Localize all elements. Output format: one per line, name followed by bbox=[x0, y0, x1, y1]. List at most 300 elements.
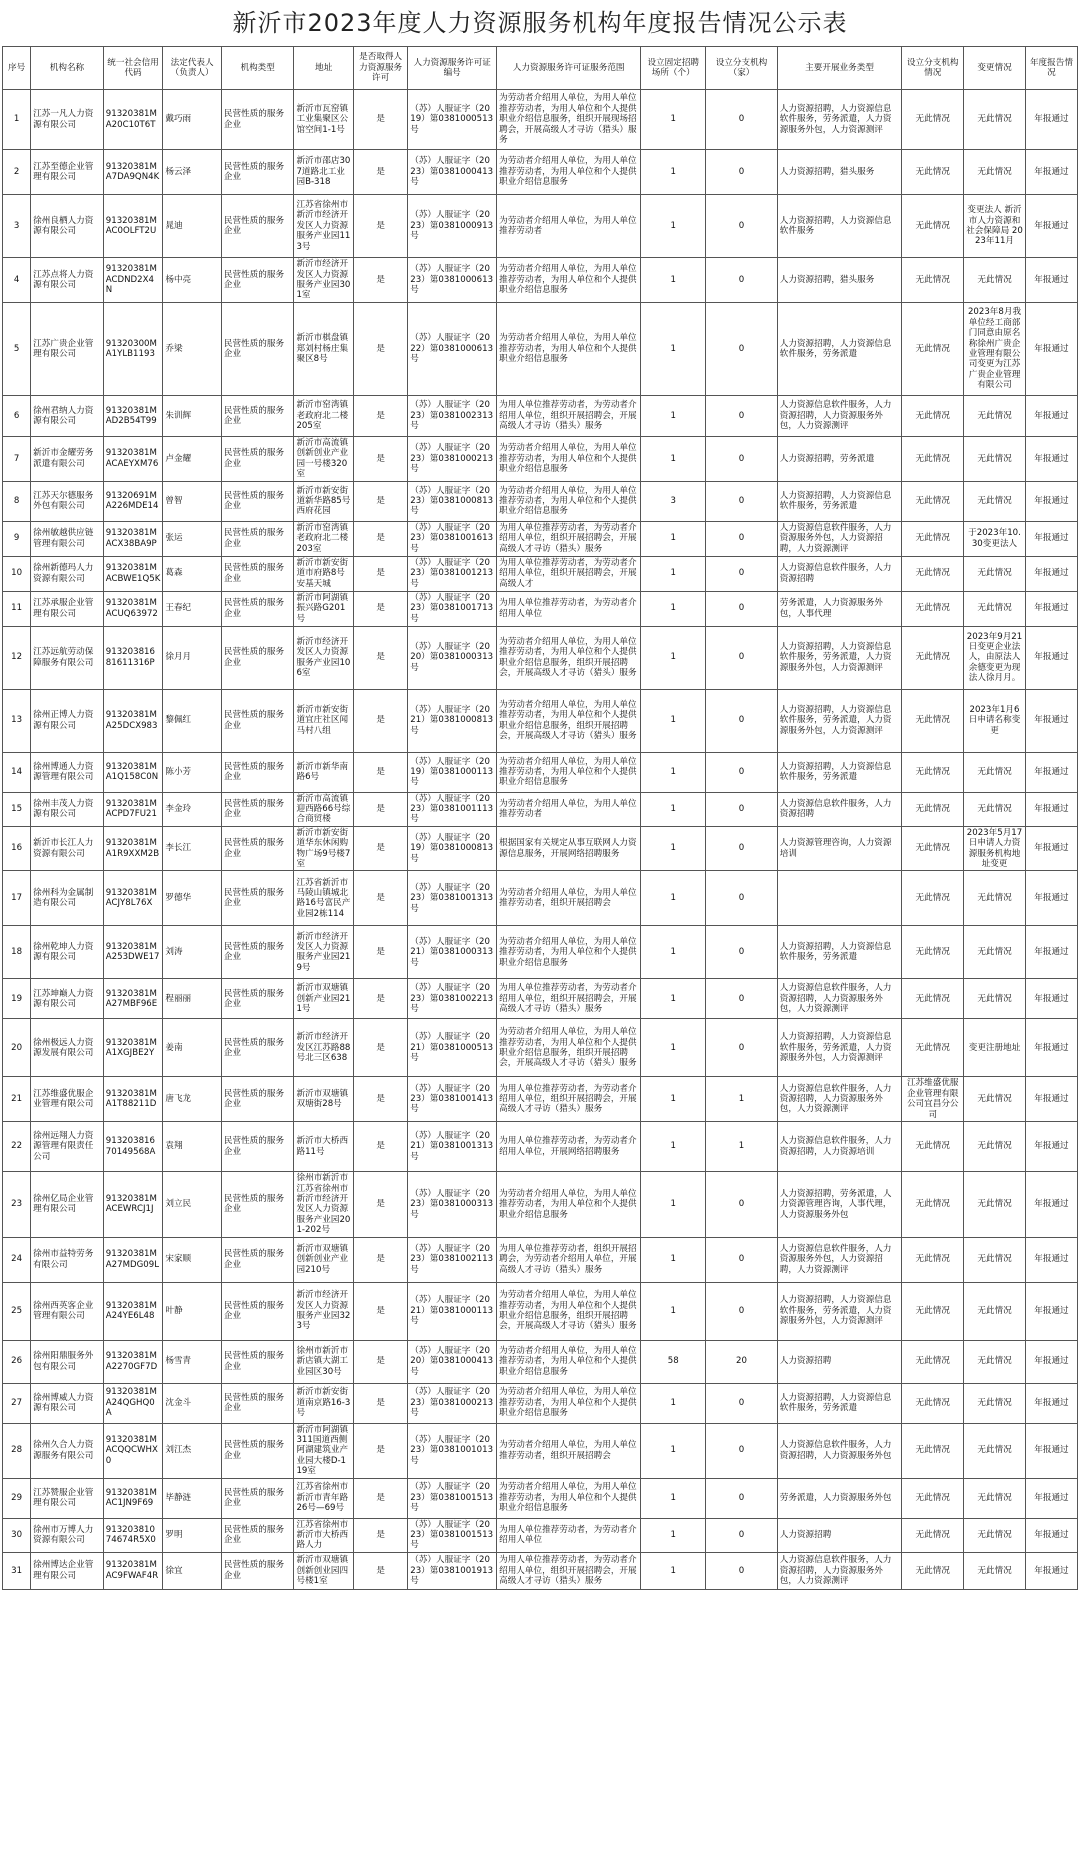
table-cell: 是 bbox=[354, 90, 408, 150]
table-cell: 为劳动者介绍用人单位，为用人单位推荐劳动者，为用人单位和个人提供职业介绍信息服务 bbox=[497, 303, 641, 396]
table-cell: 民营性质的服务企业 bbox=[221, 303, 294, 396]
table-cell: （苏）人服证字（2023）第0381001513号 bbox=[408, 1478, 497, 1518]
table-cell: 无此情况 bbox=[902, 626, 964, 689]
table-cell: 新沂市高流镇迎西路66号综合商贸楼 bbox=[294, 792, 354, 826]
table-cell: 0 bbox=[706, 926, 778, 979]
table-cell: 无此情况 bbox=[902, 979, 964, 1019]
table-cell: 年报通过 bbox=[1025, 752, 1077, 792]
table-cell: 18 bbox=[3, 926, 31, 979]
table-cell: 1 bbox=[641, 792, 706, 826]
table-cell: 为劳动者介绍用人单位，为用人单位推荐劳动者，为用人单位和个人提供职业介绍信息服务 bbox=[497, 752, 641, 792]
table-cell: 徐州远翔人力资源管理有限责任公司 bbox=[31, 1122, 104, 1172]
table-cell: 卢金耀 bbox=[163, 437, 222, 482]
table-cell: 无此情况 bbox=[902, 1552, 964, 1589]
table-cell: 1 bbox=[706, 1122, 778, 1172]
table-cell: 人力资源招聘，劳务派遣 bbox=[777, 437, 902, 482]
column-header: 统一社会信用代码 bbox=[103, 47, 163, 90]
table-cell: 年报通过 bbox=[1025, 1122, 1077, 1172]
table-cell: 1 bbox=[641, 1237, 706, 1282]
column-header: 年度报告情况 bbox=[1025, 47, 1077, 90]
column-header: 主要开展业务类型 bbox=[777, 47, 902, 90]
table-cell: 1 bbox=[641, 1478, 706, 1518]
table-cell: 民营性质的服务企业 bbox=[221, 258, 294, 303]
table-cell: 是 bbox=[354, 1340, 408, 1383]
table-cell: 8 bbox=[3, 481, 31, 521]
table-cell: （苏）人服证字（2020）第0381000413号 bbox=[408, 1340, 497, 1383]
table-cell: 是 bbox=[354, 396, 408, 437]
table-cell: 无此情况 bbox=[902, 1282, 964, 1340]
table-cell: 民营性质的服务企业 bbox=[221, 195, 294, 258]
table-cell: 王春纪 bbox=[163, 591, 222, 626]
table-cell: 0 bbox=[706, 521, 778, 556]
table-cell: 1 bbox=[641, 150, 706, 195]
column-header: 人力资源服务许可证服务范围 bbox=[497, 47, 641, 90]
table-cell: 21 bbox=[3, 1077, 31, 1122]
table-cell: 1 bbox=[641, 396, 706, 437]
table-cell: 为劳动者介绍用人单位，为用人单位推荐劳动者，为用人单位和个人提供职业介绍信息服务，组织开展招聘会，开展高级人才寻访（猎头）服务 bbox=[497, 689, 641, 752]
table-row bbox=[3, 1282, 1078, 1340]
table-cell: 是 bbox=[354, 1383, 408, 1423]
table-cell: 陈小芳 bbox=[163, 752, 222, 792]
table-cell: 人力资源信息软件服务，人力资源服务外包，人力资源招聘，人力资源测评 bbox=[777, 1237, 902, 1282]
table-row bbox=[3, 437, 1078, 482]
table-cell: 年报通过 bbox=[1025, 689, 1077, 752]
table-cell: 无此情况 bbox=[902, 481, 964, 521]
table-cell: 徐州正博人力资源有限公司 bbox=[31, 689, 104, 752]
table-row bbox=[3, 396, 1078, 437]
table-cell: 徐州阳鼎服务外包有限公司 bbox=[31, 1340, 104, 1383]
table-cell: 91320381MACX38BA9P bbox=[103, 521, 163, 556]
table-cell: 江苏维盛优服企业管理有限公司 bbox=[31, 1077, 104, 1122]
table-cell: 1 bbox=[641, 1172, 706, 1237]
table-cell: 1 bbox=[641, 752, 706, 792]
table-cell: 24 bbox=[3, 1237, 31, 1282]
table-cell: 1 bbox=[641, 1423, 706, 1478]
table-cell: 无此情况 bbox=[902, 1237, 964, 1282]
table-cell: 无此情况 bbox=[902, 396, 964, 437]
table-cell: 无此情况 bbox=[964, 1282, 1026, 1340]
table-cell: 是 bbox=[354, 871, 408, 926]
table-cell: 1 bbox=[641, 1282, 706, 1340]
table-cell: （苏）人服证字（2023）第0381001413号 bbox=[408, 1077, 497, 1122]
table-cell: 为劳动者介绍用人单位，为用人单位推荐劳动者，为用人单位和个人提供职业介绍信息服务 bbox=[497, 481, 641, 521]
table-cell: 徐州新德玛人力资源有限公司 bbox=[31, 556, 104, 591]
table-cell: 是 bbox=[354, 591, 408, 626]
table-row bbox=[3, 1478, 1078, 1518]
table-cell: 徐州良栖人力资源有限公司 bbox=[31, 195, 104, 258]
table-cell: （苏）人服证字（2023）第0381001513号 bbox=[408, 1518, 497, 1552]
table-cell: 新沂市双塘镇创新产业园211号 bbox=[294, 979, 354, 1019]
table-cell: 15 bbox=[3, 792, 31, 826]
table-cell: 新沂市双塘镇创新创业园四号楼1室 bbox=[294, 1552, 354, 1589]
table-cell: 是 bbox=[354, 826, 408, 871]
column-header: 法定代表人（负责人） bbox=[163, 47, 222, 90]
table-row bbox=[3, 1383, 1078, 1423]
table-cell: 江苏赞服企业管理有限公司 bbox=[31, 1478, 104, 1518]
table-cell: 1 bbox=[3, 90, 31, 150]
table-cell: 20 bbox=[706, 1340, 778, 1383]
table-cell: 2023年1月6日申请名称变更 bbox=[964, 689, 1026, 752]
table-cell: （苏）人服证字（2023）第0381000213号 bbox=[408, 437, 497, 482]
table-cell: 民营性质的服务企业 bbox=[221, 1383, 294, 1423]
table-cell: 为劳动者介绍用人单位，为用人单位推荐劳动者，为用人单位和个人提供职业介绍信息服务，组织开展招聘会，开展高级人才寻访（猎头）服务 bbox=[497, 626, 641, 689]
table-cell: 于2023年10.30变更法人 bbox=[964, 521, 1026, 556]
table-cell: 戴巧雨 bbox=[163, 90, 222, 150]
table-cell: 为用人单位推荐劳动者，为劳动者介绍用人单位，组织开展招聘会，开展高级人才寻访（猎头）服务 bbox=[497, 979, 641, 1019]
table-row bbox=[3, 752, 1078, 792]
table-cell: 2023年8月我单位经工商部门同意由原名称徐州广贵企业管理有限公司变更为江苏广贵企业管理有限公司 bbox=[964, 303, 1026, 396]
table-cell: 26 bbox=[3, 1340, 31, 1383]
table-cell: 无此情况 bbox=[902, 1340, 964, 1383]
table-cell: 91320691MA226MDE14 bbox=[103, 481, 163, 521]
table-cell: 江苏省新沂市马陵山镇城北路16号富民产业园2栋114 bbox=[294, 871, 354, 926]
table-cell: 根据国家有关规定从事互联网人力资源信息服务，开展网络招聘服务 bbox=[497, 826, 641, 871]
table-cell: 91320381MA24QGHQ0A bbox=[103, 1383, 163, 1423]
table-cell: 无此情况 bbox=[902, 1383, 964, 1423]
table-cell: （苏）人服证字（2023）第0381001613号 bbox=[408, 521, 497, 556]
table-cell: 0 bbox=[706, 1019, 778, 1077]
table-cell: 是 bbox=[354, 1552, 408, 1589]
table-cell: 91320381681611316P bbox=[103, 626, 163, 689]
table-cell: 0 bbox=[706, 195, 778, 258]
table-cell: 为用人单位推荐劳动者，为劳动者介绍用人单位 bbox=[497, 591, 641, 626]
table-row bbox=[3, 90, 1078, 150]
table-cell: 无此情况 bbox=[964, 752, 1026, 792]
table-row bbox=[3, 303, 1078, 396]
table-cell: 0 bbox=[706, 626, 778, 689]
table-cell: 人力资源信息软件服务，人力资源招聘，人力资源培训 bbox=[777, 1122, 902, 1172]
table-cell: （苏）人服证字（2023）第0381000613号 bbox=[408, 258, 497, 303]
table-cell: （苏）人服证字（2023）第0381001113号 bbox=[408, 792, 497, 826]
table-cell: （苏）人服证字（2019）第0381000513号 bbox=[408, 90, 497, 150]
table-cell: 徐州博通人力资源管理有限公司 bbox=[31, 752, 104, 792]
table-cell: 新沂市新安街道新华路85号西府花园 bbox=[294, 481, 354, 521]
table-cell: 人力资源信息软件服务，人力资源招聘 bbox=[777, 792, 902, 826]
table-cell: 徐州乾坤人力资源有限公司 bbox=[31, 926, 104, 979]
table-cell: 0 bbox=[706, 437, 778, 482]
table-row bbox=[3, 481, 1078, 521]
table-cell: 无此情况 bbox=[902, 1122, 964, 1172]
table-cell: 0 bbox=[706, 1383, 778, 1423]
table-cell: 1 bbox=[641, 979, 706, 1019]
table-cell: 1 bbox=[641, 556, 706, 591]
table-cell: 人力资源招聘，猎头服务 bbox=[777, 258, 902, 303]
table-cell: 91320381MACBWE1Q5K bbox=[103, 556, 163, 591]
table-cell: 新沂市双塘镇双塘街28号 bbox=[294, 1077, 354, 1122]
table-cell: 人力资源招聘，人力资源信息软件服务，劳务派遣 bbox=[777, 303, 902, 396]
table-cell: 是 bbox=[354, 195, 408, 258]
table-row bbox=[3, 1019, 1078, 1077]
table-cell: 叶静 bbox=[163, 1282, 222, 1340]
table-cell: 91320381MAC9FWAF4R bbox=[103, 1552, 163, 1589]
table-cell: 10 bbox=[3, 556, 31, 591]
table-cell: 江苏一凡人力资源有限公司 bbox=[31, 90, 104, 150]
table-cell: 江苏省徐州市新沂市大桥西路人力 bbox=[294, 1518, 354, 1552]
table-cell: 无此情况 bbox=[902, 150, 964, 195]
table-cell: 0 bbox=[706, 1237, 778, 1282]
table-cell: 91320381MA27MBF96E bbox=[103, 979, 163, 1019]
table-cell: 是 bbox=[354, 1237, 408, 1282]
table-cell: 新沂市高流镇创新创业产业园一号楼320室 bbox=[294, 437, 354, 482]
table-row bbox=[3, 626, 1078, 689]
table-cell: 新沂市邵店307道路北工业园B-318 bbox=[294, 150, 354, 195]
table-cell: 是 bbox=[354, 258, 408, 303]
table-row bbox=[3, 689, 1078, 752]
table-cell: 新沂市经济开发区人力资源服务产业园301室 bbox=[294, 258, 354, 303]
table-cell: 民营性质的服务企业 bbox=[221, 1423, 294, 1478]
table-cell: 新沂市经济开发区人力资源服务产业园219号 bbox=[294, 926, 354, 979]
table-row bbox=[3, 591, 1078, 626]
table-cell: 1 bbox=[641, 195, 706, 258]
table-cell: 22 bbox=[3, 1122, 31, 1172]
table-cell: 1 bbox=[641, 689, 706, 752]
table-cell: 年报通过 bbox=[1025, 792, 1077, 826]
column-header: 序号 bbox=[3, 47, 31, 90]
table-cell: 1 bbox=[641, 871, 706, 926]
table-cell: 1 bbox=[641, 521, 706, 556]
table-cell: 为劳动者介绍用人单位，为用人单位推荐劳动者，为用人单位和个人提供职业介绍信息服务 bbox=[497, 258, 641, 303]
table-cell: 无此情况 bbox=[902, 521, 964, 556]
table-cell: 0 bbox=[706, 1172, 778, 1237]
table-cell: 民营性质的服务企业 bbox=[221, 481, 294, 521]
table-cell: 刘立民 bbox=[163, 1172, 222, 1237]
table-cell: 是 bbox=[354, 1077, 408, 1122]
table-cell: 江苏天尔德服务外包有限公司 bbox=[31, 481, 104, 521]
column-header: 设立固定招聘场所（个） bbox=[641, 47, 706, 90]
table-cell: 1 bbox=[641, 1077, 706, 1122]
table-cell: 徐州市万博人力资源有限公司 bbox=[31, 1518, 104, 1552]
table-row bbox=[3, 556, 1078, 591]
table-cell: 无此情况 bbox=[964, 1122, 1026, 1172]
table-cell: 91320381MA7DA9QN4K bbox=[103, 150, 163, 195]
table-cell: 新沂市阿湖镇振兴路G201号 bbox=[294, 591, 354, 626]
table-cell: 新沂市新安街道南京路16-3号 bbox=[294, 1383, 354, 1423]
table-cell: 是 bbox=[354, 481, 408, 521]
table-cell: 无此情况 bbox=[964, 1172, 1026, 1237]
table-cell: （苏）人服证字（2021）第0381000113号 bbox=[408, 1282, 497, 1340]
table-cell: 民营性质的服务企业 bbox=[221, 626, 294, 689]
table-cell: 3 bbox=[3, 195, 31, 258]
table-cell: （苏）人服证字（2021）第0381001313号 bbox=[408, 1122, 497, 1172]
table-cell: 为用人单位推荐劳动者，组织开展招聘会，为劳动者介绍用人单位，开展高级人才寻访（猎头）服务 bbox=[497, 1237, 641, 1282]
table-cell: 李长江 bbox=[163, 826, 222, 871]
table-cell: （苏）人服证字（2021）第0381000313号 bbox=[408, 926, 497, 979]
table-cell: 91320381MAC1JN9F69 bbox=[103, 1478, 163, 1518]
column-header: 机构名称 bbox=[31, 47, 104, 90]
table-cell: （苏）人服证字（2023）第0381000413号 bbox=[408, 150, 497, 195]
table-cell: 无此情况 bbox=[902, 556, 964, 591]
column-header: 变更情况 bbox=[964, 47, 1026, 90]
table-cell: 91320381MA1R9XXM2B bbox=[103, 826, 163, 871]
table-cell: （苏）人服证字（2021）第0381000513号 bbox=[408, 1019, 497, 1077]
table-cell: 李金玲 bbox=[163, 792, 222, 826]
table-cell: 江苏承服企业管理有限公司 bbox=[31, 591, 104, 626]
table-cell: 徐州博威人力资源有限公司 bbox=[31, 1383, 104, 1423]
table-cell: 民营性质的服务企业 bbox=[221, 90, 294, 150]
table-cell: 无此情况 bbox=[964, 481, 1026, 521]
table-body bbox=[3, 90, 1078, 1590]
table-cell: 人力资源招聘 bbox=[777, 1340, 902, 1383]
table-cell: （苏）人服证字（2023）第0381000813号 bbox=[408, 481, 497, 521]
table-cell: 年报通过 bbox=[1025, 1423, 1077, 1478]
table-cell: 无此情况 bbox=[964, 926, 1026, 979]
table-cell: 人力资源招聘，人力资源信息软件服务，劳务派遣，人力资源服务外包，人力资源测评 bbox=[777, 689, 902, 752]
table-cell: 无此情况 bbox=[964, 591, 1026, 626]
table-cell: 年报通过 bbox=[1025, 195, 1077, 258]
table-cell: 为劳动者介绍用人单位，为用人单位推荐劳动者，为用人单位和个人提供职业介绍信息服务 bbox=[497, 1340, 641, 1383]
table-row bbox=[3, 1172, 1078, 1237]
table-cell: 无此情况 bbox=[964, 1552, 1026, 1589]
table-cell: 人力资源招聘，人力资源信息软件服务，劳务派遣，人力资源服务外包，人力资源测评 bbox=[777, 90, 902, 150]
table-cell: 程丽丽 bbox=[163, 979, 222, 1019]
table-row bbox=[3, 1340, 1078, 1383]
table-cell: 人力资源招聘，猎头服务 bbox=[777, 150, 902, 195]
table-cell: （苏）人服证字（2023）第0381001213号 bbox=[408, 556, 497, 591]
table-cell: （苏）人服证字（2020）第0381000313号 bbox=[408, 626, 497, 689]
table-cell: 江苏省徐州市新沂市青年路26号—69号 bbox=[294, 1478, 354, 1518]
table-cell: 徐州极远人力资源发展有限公司 bbox=[31, 1019, 104, 1077]
table-cell: 唐飞龙 bbox=[163, 1077, 222, 1122]
table-cell: 无此情况 bbox=[902, 591, 964, 626]
table-cell: 为劳动者介绍用人单位，为用人单位推荐劳动者，为用人单位和个人提供职业介绍信息服务 bbox=[497, 1172, 641, 1237]
table-cell: 民营性质的服务企业 bbox=[221, 979, 294, 1019]
table-cell: 1 bbox=[641, 926, 706, 979]
table-cell: （苏）人服证字（2019）第0381000113号 bbox=[408, 752, 497, 792]
table-cell: 91320381MACUQ63972 bbox=[103, 591, 163, 626]
table-cell: 杨中亮 bbox=[163, 258, 222, 303]
table-cell: 0 bbox=[706, 871, 778, 926]
table-cell: 91320381MA1Q158C0N bbox=[103, 752, 163, 792]
table-cell: 是 bbox=[354, 303, 408, 396]
column-header: 地址 bbox=[294, 47, 354, 90]
table-cell: 人力资源信息软件服务，人力资源招聘 bbox=[777, 556, 902, 591]
table-cell: 是 bbox=[354, 689, 408, 752]
table-cell: 91320381MA2270GF7D bbox=[103, 1340, 163, 1383]
table-cell: 0 bbox=[706, 792, 778, 826]
table-cell: 91320381MAD2B54T99 bbox=[103, 396, 163, 437]
table-cell: 无此情况 bbox=[902, 1518, 964, 1552]
table-row bbox=[3, 1077, 1078, 1122]
table-cell: 91320381MACQQCWHX0 bbox=[103, 1423, 163, 1478]
table-cell: 为用人单位推荐劳动者，为劳动者介绍用人单位，组织开展招聘会，开展高级人才寻访（猎头）服务 bbox=[497, 396, 641, 437]
table-cell: 0 bbox=[706, 258, 778, 303]
table-cell: 无此情况 bbox=[902, 1423, 964, 1478]
table-cell: 为用人单位推荐劳动者，为劳动者介绍用人单位，组织开展招聘会，开展高级人才寻访（猎头）服务 bbox=[497, 1077, 641, 1122]
table-cell: 年报通过 bbox=[1025, 521, 1077, 556]
table-cell: 晁迪 bbox=[163, 195, 222, 258]
table-cell: 新沂市新安街道华东休闲购物广场9号楼7室 bbox=[294, 826, 354, 871]
table-cell: 91320381MA25DCX983 bbox=[103, 689, 163, 752]
table-row bbox=[3, 521, 1078, 556]
table-cell: 民营性质的服务企业 bbox=[221, 556, 294, 591]
table-cell: 刘江杰 bbox=[163, 1423, 222, 1478]
table-cell: 人力资源招聘，人力资源信息软件服务 bbox=[777, 195, 902, 258]
table-cell: 1 bbox=[641, 626, 706, 689]
table-cell: 为劳动者介绍用人单位，为用人单位推荐劳动者，为用人单位和个人提供职业介绍信息服务，组织开展招聘会，开展高级人才寻访（猎头）服务 bbox=[497, 1019, 641, 1077]
table-cell: 新沂市窑湾镇老政府北二楼203室 bbox=[294, 521, 354, 556]
table-cell: 年报通过 bbox=[1025, 1518, 1077, 1552]
table-cell: 人力资源信息软件服务，人力资源招聘，人力资源服务外包 bbox=[777, 1423, 902, 1478]
table-cell: 年报通过 bbox=[1025, 1237, 1077, 1282]
table-cell: 徐州亿局企业管理有限公司 bbox=[31, 1172, 104, 1237]
table-cell: 无此情况 bbox=[964, 556, 1026, 591]
table-cell: 无此情况 bbox=[902, 195, 964, 258]
column-header: 设立分支机构情况 bbox=[902, 47, 964, 90]
table-cell: 无此情况 bbox=[964, 90, 1026, 150]
table-cell: 58 bbox=[641, 1340, 706, 1383]
table-cell: 0 bbox=[706, 1478, 778, 1518]
table-cell: 徐月月 bbox=[163, 626, 222, 689]
table-cell: 为用人单位推荐劳动者，为劳动者介绍用人单位，组织开展招聘会，开展高级人才寻访（猎头）服务 bbox=[497, 1552, 641, 1589]
table-cell: 无此情况 bbox=[964, 792, 1026, 826]
table-cell: 徐州敏越供应链管理有限公司 bbox=[31, 521, 104, 556]
table-cell: 年报通过 bbox=[1025, 90, 1077, 150]
table-cell: 7 bbox=[3, 437, 31, 482]
table-row bbox=[3, 1518, 1078, 1552]
table-cell: 无此情况 bbox=[964, 1423, 1026, 1478]
table-cell: 无此情况 bbox=[902, 752, 964, 792]
table-cell: 无此情况 bbox=[964, 1383, 1026, 1423]
table-cell: 无此情况 bbox=[964, 1237, 1026, 1282]
table-cell: 徐州久合人力资源服务有限公司 bbox=[31, 1423, 104, 1478]
table-cell: 为劳动者介绍用人单位，为用人单位推荐劳动者 bbox=[497, 195, 641, 258]
table-cell: 人力资源招聘，人力资源信息软件服务，劳务派遣 bbox=[777, 481, 902, 521]
table-cell: 江苏远航劳动保障服务有限公司 bbox=[31, 626, 104, 689]
table-cell: 年报通过 bbox=[1025, 626, 1077, 689]
table-cell: 民营性质的服务企业 bbox=[221, 1518, 294, 1552]
table-cell: 徐州市益特劳务有限公司 bbox=[31, 1237, 104, 1282]
table-cell: 91320381MAC0OLFT2U bbox=[103, 195, 163, 258]
table-cell: 无此情况 bbox=[902, 1478, 964, 1518]
table-cell: 年报通过 bbox=[1025, 396, 1077, 437]
table-cell: 是 bbox=[354, 556, 408, 591]
table-cell: （苏）人服证字（2023）第0381000213号 bbox=[408, 1383, 497, 1423]
table-cell: 91320381MA1XGJBE2Y bbox=[103, 1019, 163, 1077]
table-cell: 0 bbox=[706, 591, 778, 626]
table-cell: 为劳动者介绍用人单位，为用人单位推荐劳动者，为用人单位和个人提供职业介绍信息服务，组织开展现场招聘会，开展高级人才寻访（猎头）服务 bbox=[497, 90, 641, 150]
table-cell: 6 bbox=[3, 396, 31, 437]
table-cell: 人力资源招聘，人力资源信息软件服务，劳务派遣 bbox=[777, 926, 902, 979]
table-cell: 徐州西英客企业管理有限公司 bbox=[31, 1282, 104, 1340]
table-cell: 毕静涟 bbox=[163, 1478, 222, 1518]
table-cell: 人力资源招聘，人力资源信息软件服务，劳务派遣 bbox=[777, 752, 902, 792]
table-cell: 是 bbox=[354, 1122, 408, 1172]
table-cell: 19 bbox=[3, 979, 31, 1019]
table-cell: 乔梁 bbox=[163, 303, 222, 396]
table-cell: 年报通过 bbox=[1025, 1340, 1077, 1383]
table-cell: 是 bbox=[354, 626, 408, 689]
table-cell: 新沂市大桥西路11号 bbox=[294, 1122, 354, 1172]
table-cell: 2023年9月21日变更企业法人，由原法人余德变更为现法人徐月月。 bbox=[964, 626, 1026, 689]
table-cell: 新沂市经济开发区人力资源服务产业园106室 bbox=[294, 626, 354, 689]
table-cell: 1 bbox=[641, 437, 706, 482]
table-row bbox=[3, 195, 1078, 258]
table-cell: 无此情况 bbox=[964, 979, 1026, 1019]
table-cell: 为用人单位推荐劳动者，为劳动者介绍用人单位 bbox=[497, 1518, 641, 1552]
column-header: 是否取得人力资源服务许可 bbox=[354, 47, 408, 90]
table-cell: 无此情况 bbox=[902, 258, 964, 303]
table-cell: 是 bbox=[354, 1282, 408, 1340]
table-cell: 91320381MA20C10T6T bbox=[103, 90, 163, 150]
table-cell: 是 bbox=[354, 1478, 408, 1518]
table-cell: 为劳动者介绍用人单位，为用人单位推荐劳动者，为用人单位和个人提供职业介绍信息服务，组织开展招聘会，开展高级人才寻访（猎头）服务 bbox=[497, 1282, 641, 1340]
table-cell: 年报通过 bbox=[1025, 556, 1077, 591]
table-cell: 年报通过 bbox=[1025, 926, 1077, 979]
table-cell: 是 bbox=[354, 752, 408, 792]
table-cell: 年报通过 bbox=[1025, 979, 1077, 1019]
table-cell: 23 bbox=[3, 1172, 31, 1237]
table-cell: 0 bbox=[706, 979, 778, 1019]
